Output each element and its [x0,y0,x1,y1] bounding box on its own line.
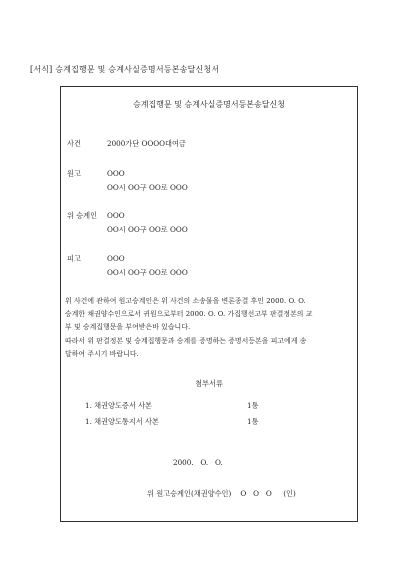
document-title: 승계집행문 및 승계사실증명서등본송달신청 [133,100,285,109]
body-line: 따라서 위 판결정본 및 승계집행문과 승계를 증명하는 증명서등본을 피고에게 송 [65,337,307,345]
document-date: 2000. O. O. [173,458,223,467]
body-line: 부 및 승계집행문을 부여받은바 있습니다. [65,323,191,331]
attachment-item-name: 1. 채권양도통지서 사본 [85,417,159,426]
defendant-name: OOO [107,254,125,263]
successor-address: OO시 OO구 OO로 OOO [107,225,188,234]
defendant-address: OO시 OO구 OO로 OOO [107,268,188,277]
signature-line: 위 원고승계인(채권양수인) O O O (인) [147,489,296,498]
attachment-item-count: 1통 [247,417,259,426]
plaintiff-label: 원고 [67,169,81,178]
attachments-heading: 첨부서류 [195,379,223,388]
case-label: 사건 [67,139,81,148]
body-line: 위 사건에 관하여 원고승계인은 위 사건의 소송물을 변론종결 후인 2000. O. O. [65,297,306,305]
successor-name: OOO [107,211,125,220]
successor-label: 위 승계인 [67,211,98,220]
attachment-item-name: 1. 채권양도증서 사본 [85,401,152,410]
attachment-item-count: 1통 [247,401,259,410]
case-value: 2000가단 OOOO대여금 [107,139,186,148]
plaintiff-name: OOO [107,169,125,178]
body-line: 달하여 주시기 바랍니다. [65,350,139,358]
defendant-label: 피고 [67,254,81,263]
document-frame [60,86,358,522]
body-line: 승계한 채권양수인으로서 귀원으로부터 2000. O. O. 가집행선고부 판결정본의 교 [65,310,313,318]
plaintiff-address: OO시 OO구 OO로 OOO [107,183,188,192]
form-caption: [서식] 승계집행문 및 승계사실증명서등본송달신청서 [30,65,220,74]
